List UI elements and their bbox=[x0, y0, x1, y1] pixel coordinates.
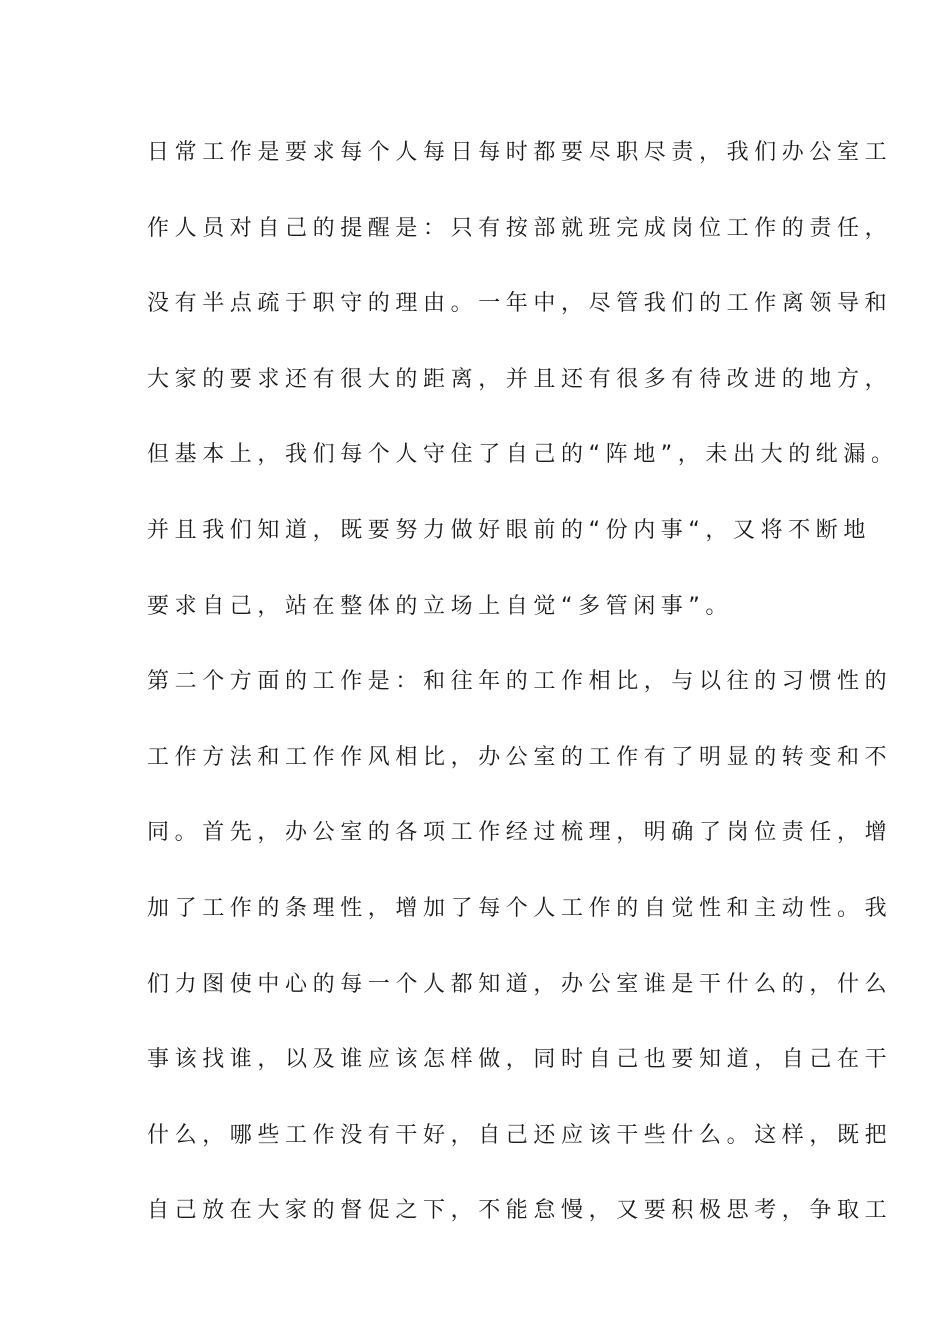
body-text bbox=[147, 131, 899, 1265]
text-line: 第二个方面的工作是：和往年的工作相比，与以往的习惯性的 bbox=[147, 669, 893, 695]
text-line: 同。首先，办公室的各项工作经过梳理，明确了岗位责任，增 bbox=[147, 820, 893, 846]
text-line: 但基本上，我们每个人守住了自己的“阵地”，未出大的纰漏。 bbox=[147, 442, 899, 468]
text-line: 作人员对自己的提醒是：只有按部就班完成岗位工作的责任， bbox=[147, 215, 893, 241]
text-line: 大家的要求还有很大的距离，并且还有很多有待改进的地方， bbox=[147, 366, 893, 392]
text-line: 们力图使中心的每一个人都知道，办公室谁是干什么的，什么 bbox=[147, 971, 893, 997]
text-line: 工作方法和工作作风相比，办公室的工作有了明显的转变和不 bbox=[147, 744, 893, 770]
text-line: 什么，哪些工作没有干好，自己还应该干些什么。这样，既把 bbox=[147, 1122, 893, 1148]
text-line: 自己放在大家的督促之下，不能怠慢，又要积极思考，争取工 bbox=[147, 1198, 893, 1224]
text-line: 要求自己，站在整体的立场上自觉“多管闲事”。 bbox=[147, 593, 733, 619]
text-line: 事该找谁，以及谁应该怎样做，同时自己也要知道，自己在干 bbox=[147, 1047, 893, 1073]
text-line: 加了工作的条理性，增加了每个人工作的自觉性和主动性。我 bbox=[147, 895, 893, 921]
text-line: 并且我们知道，既要努力做好眼前的“份内事“，又将不断地 bbox=[147, 517, 871, 543]
text-line: 没有半点疏于职守的理由。一年中，尽管我们的工作离领导和 bbox=[147, 291, 893, 317]
text-line: 日常工作是要求每个人每日每时都要尽职尽责，我们办公室工 bbox=[147, 140, 893, 165]
